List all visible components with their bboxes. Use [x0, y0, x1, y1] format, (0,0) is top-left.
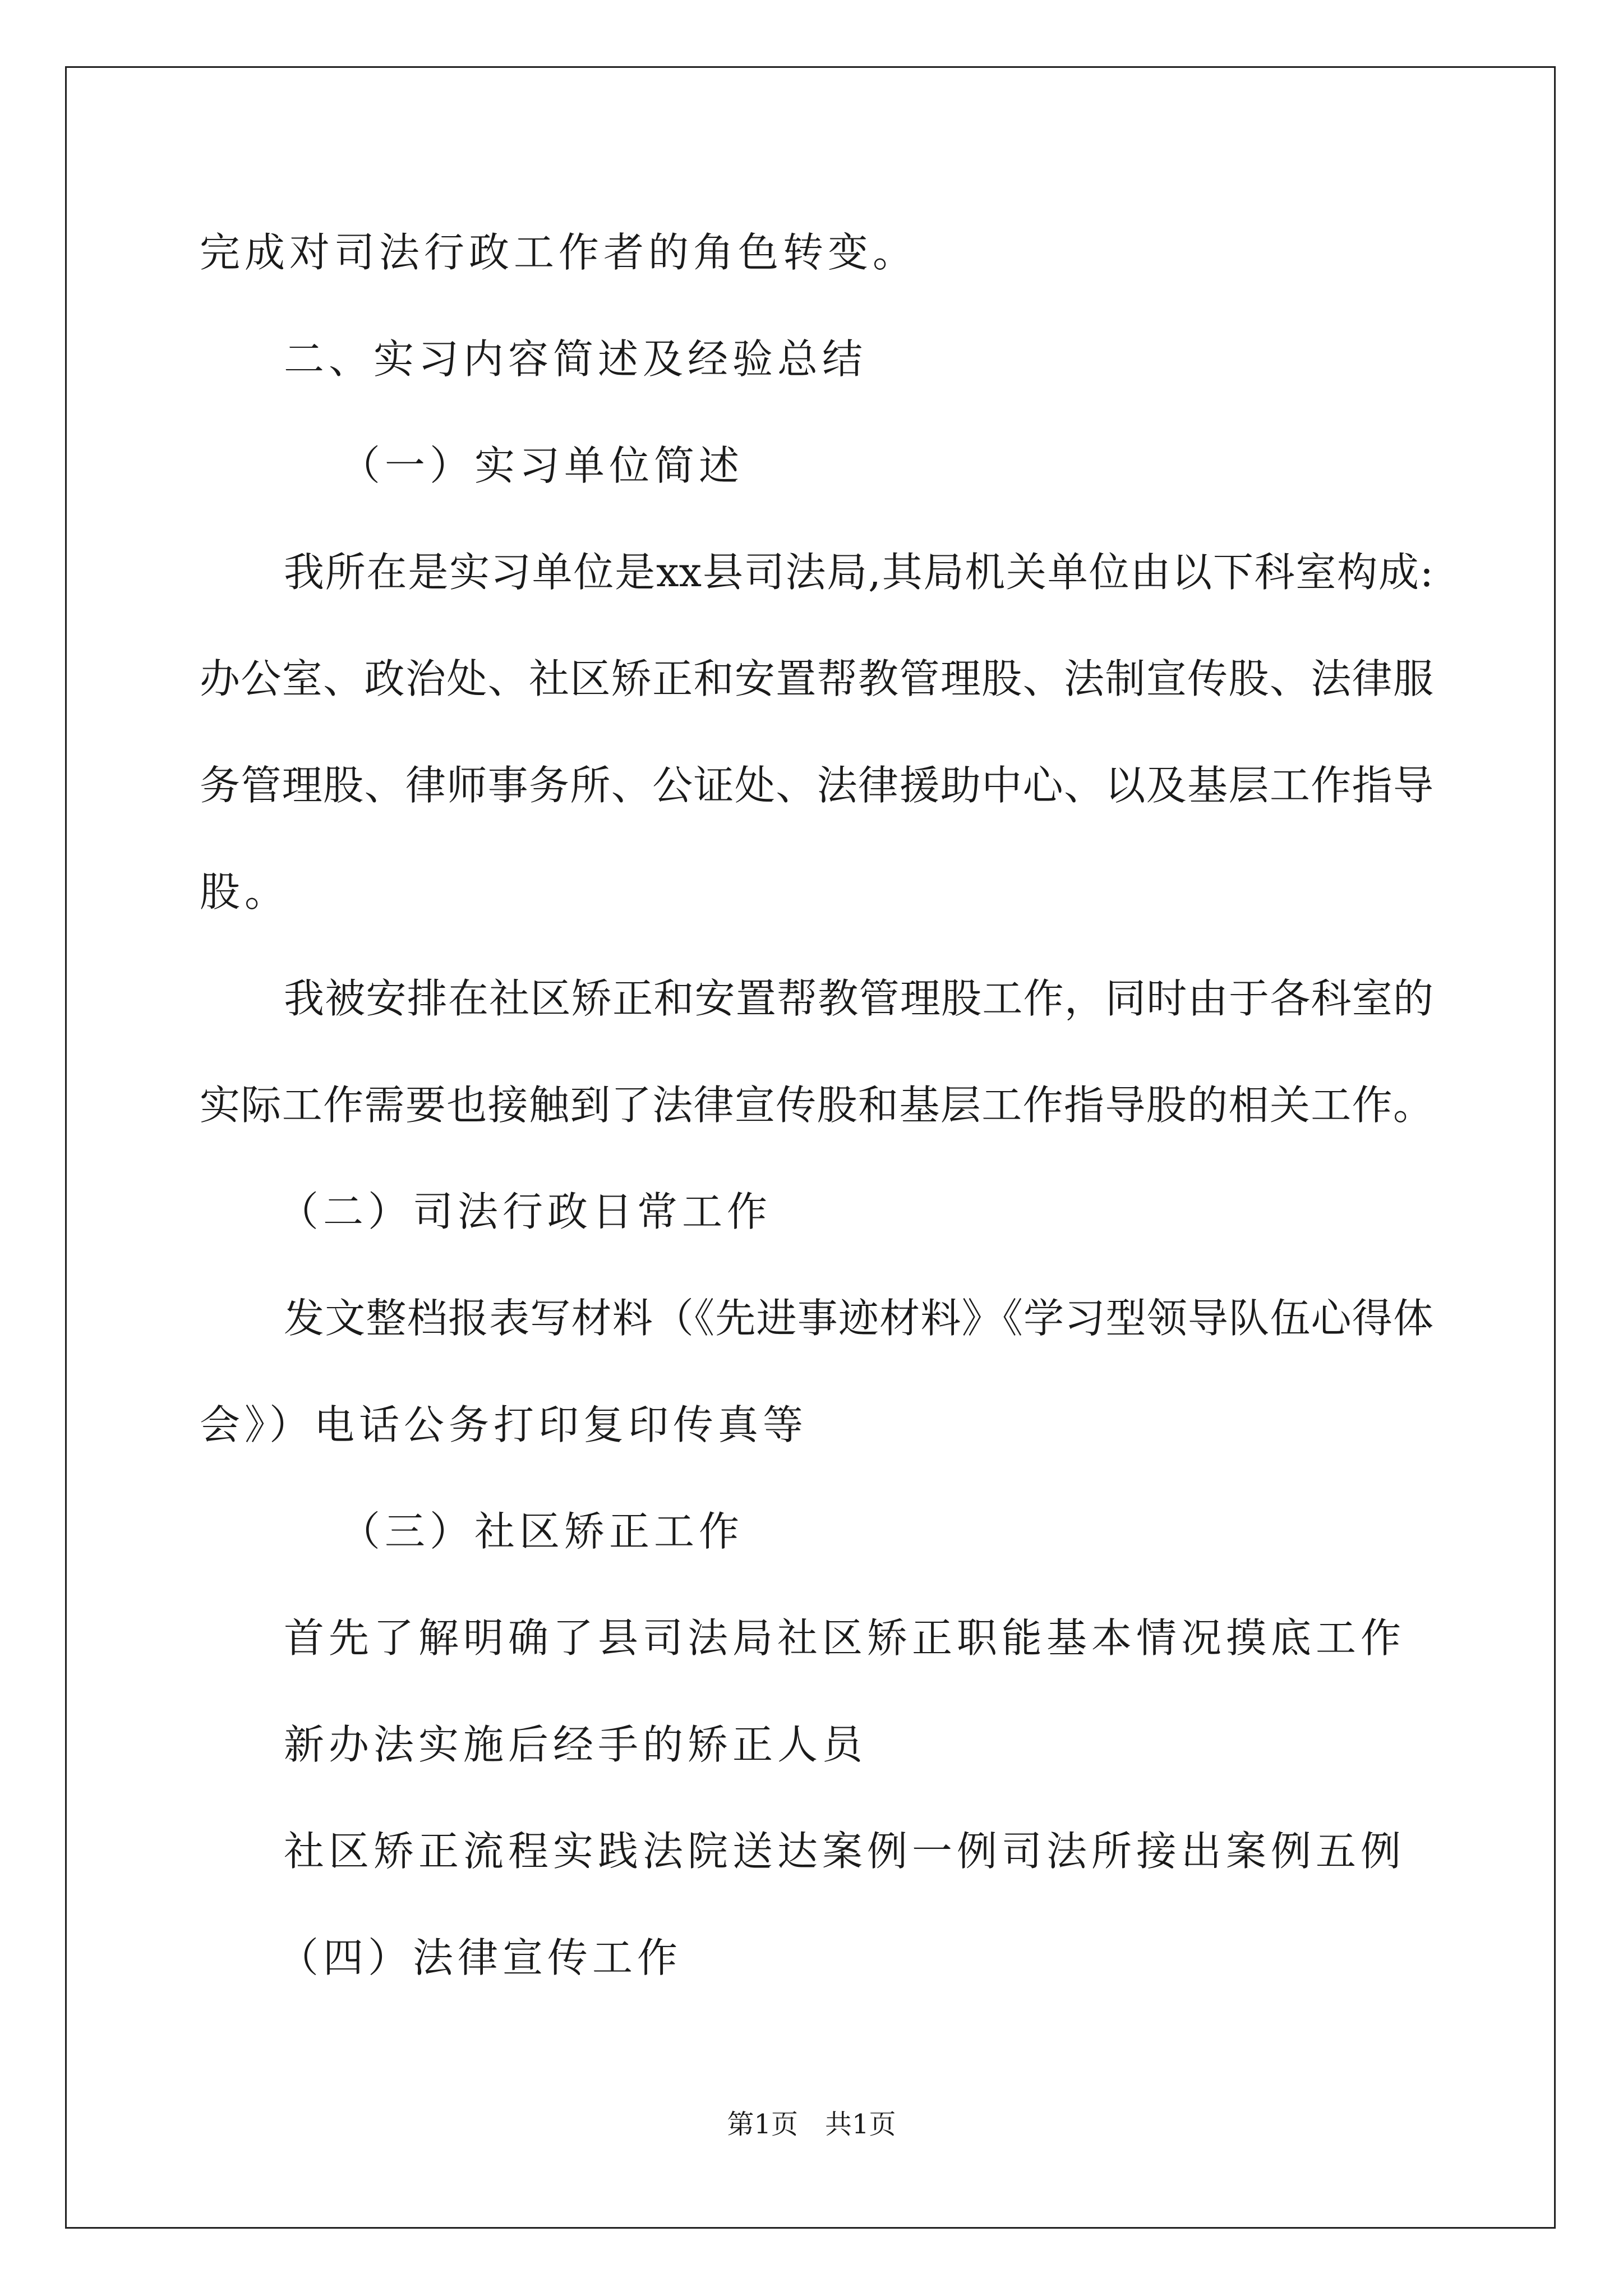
- text-line-5: 办公室、政治处、社区矫正和安置帮教管理股、法制宣传股、法律服: [200, 655, 1433, 702]
- text-line-11: 发文整档报表写材料（《先进事迹材料》《学习型领导队伍心得体: [284, 1295, 1433, 1342]
- page-number-footer: 第1页 共1页: [727, 2109, 896, 2140]
- text-line-14: 首先了解明确了县司法局社区矫正职能基本情况摸底工作: [284, 1614, 1406, 1662]
- section-heading-2: 二、实习内容简述及经验总结: [284, 335, 868, 383]
- text-line-16: 社区矫正流程实践法院送达案例一例司法所接出案例五例: [284, 1828, 1406, 1875]
- subsection-heading-4: （四）法律宣传工作: [278, 1934, 683, 1981]
- subsection-heading-1: （一）实习单位简述: [340, 442, 744, 489]
- text-line-12: 会》）电话公务打印复印传真等: [200, 1401, 808, 1448]
- text-line-4: 我所在是实习单位是xx县司法局,其局机关单位由以下科室构成:: [284, 549, 1433, 596]
- text-line-6: 务管理股、律师事务所、公证处、法律援助中心、以及基层工作指导: [200, 762, 1433, 809]
- text-line-7: 股。: [200, 868, 290, 915]
- subsection-heading-2: （二）司法行政日常工作: [278, 1188, 772, 1235]
- subsection-heading-3: （三）社区矫正工作: [340, 1508, 744, 1555]
- text-line-8: 我被安排在社区矫正和安置帮教管理股工作，同时由于各科室的: [284, 975, 1433, 1022]
- text-line-15: 新办法实施后经手的矫正人员: [284, 1721, 868, 1768]
- text-line-1: 完成对司法行政工作者的角色转变。: [200, 229, 918, 276]
- page-border: [65, 66, 1556, 2229]
- text-line-9: 实际工作需要也接触到了法律宣传股和基层工作指导股的相关工作。: [200, 1082, 1433, 1129]
